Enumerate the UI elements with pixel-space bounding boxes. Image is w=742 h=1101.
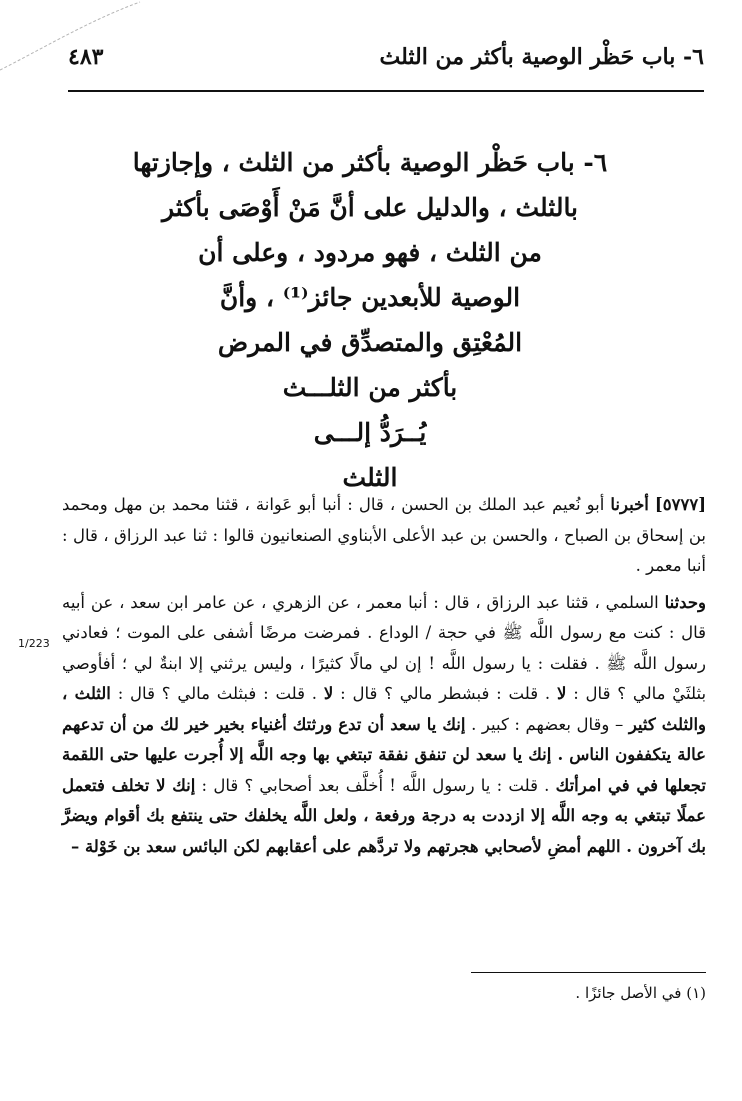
paragraph-lead-word: وحدثنا: [664, 592, 706, 612]
running-header-title: ٦- باب حَظْر الوصية بأكثر من الثلث: [379, 44, 704, 70]
paragraph-text: أبو نُعيم عبد الملك بن الحسن ، قال : أنبا أبو عَوانة ، قثنا محمد بن مهل ومحمد بن إسحاق بن الصباح ، والحسن بن عبد الأعلى الأبناوي الصنعانيون قالوا : ثنا عبد الرزاق ، قال : أنبا معمر .: [62, 495, 706, 575]
chapter-title: [120, 140, 620, 500]
prophet-speech: إنك لا تخلف فتعمل عملًا تبتغي به وجه اللَّه إلا ازددت به درجة ورفعة ، ولعل اللَّه يخلفك حتى ينتفع بك أقوام ويضرَّ بك آخرون . اللهم أمضِ لأصحابي هجرتهم ولا تردَّهم على أعقابهم لكن البائس سعد بن خَوْلة –: [62, 775, 706, 856]
hadith-paragraph-isnad: [62, 490, 706, 582]
hadith-paragraph-matn: [62, 588, 706, 863]
paragraph-text: السلمي ، قثنا عبد الرزاق ، قال : أنبا معمر ، عن الزهري ، عن عامر ابن سعد ، عن أبيه قال : كنت مع رسول اللَّه ﷺ في حجة / الوداع . فمرضت مرضًا أشفى على الموت ؛ فعادني رسول اللَّه ﷺ . فقلت : يا رسول اللَّه ! إن لي مالًا كثيرًا ، وليس يرثني إلا ابنةٌ لي ؛ أفأوصي بثلثَيْ مالي ؟ قال :: [62, 592, 707, 703]
chapter-title-line-2: بالثلث ، والدليل على أنَّ مَنْ أَوْصَى بأكثر: [161, 193, 579, 222]
chapter-title-line-4: الوصية للأبعدين جائز⁽¹⁾ ، وأنَّ: [219, 283, 521, 312]
page-number: ٤٨٣: [68, 44, 104, 70]
hadith-body: [62, 490, 706, 862]
header-divider: [68, 90, 704, 92]
chapter-title-line-5: المُعْتِق والمتصدِّق في المرض: [217, 328, 523, 357]
prophet-speech: الثلث ، والثلث كثير: [62, 684, 707, 734]
footnote-divider: [471, 972, 706, 973]
prophet-speech: إنك يا سعد أن تدع ورثتك أغنياء بخير خير لك من أن تدعهم عالة يتكففون الناس . إنك يا سعد لن تنفق نفقة تبتغي بها وجه اللَّه إلا أُجرت عليها حتى اللقمة تجعلها في في امرأتك: [62, 714, 707, 795]
chapter-title-line-1: ٦- باب حَظْر الوصية بأكثر من الثلث ، وإجازتها: [132, 148, 608, 177]
footnote: (١) في الأصل جائزًا .: [575, 984, 706, 1002]
chapter-title-line-7: يُــرَدُّ إلـــى: [313, 418, 427, 447]
prophet-speech: لا: [323, 684, 334, 703]
paragraph-text: . قلت : فبثلث مالي ؟ قال :: [117, 684, 318, 703]
chapter-title-line-3: من الثلث ، فهو مردود ، وعلى أن: [198, 238, 542, 267]
manuscript-folio-marker: 1/223: [18, 637, 50, 650]
chapter-title-line-8: الثلث: [342, 463, 398, 492]
prophet-speech: لا: [556, 684, 567, 703]
hadith-number: [٥٧٧٧]: [654, 495, 706, 514]
paragraph-lead-word: أخبرنا: [610, 495, 649, 514]
chapter-title-line-6: بأكثر من الثلـــث: [282, 373, 458, 402]
paragraph-text: . قلت : فبشطر مالي ؟ قال :: [340, 684, 551, 703]
paragraph-text: . قلت : يا رسول اللَّه ! أُخلَّف بعد أصحابي ؟ قال :: [201, 775, 550, 795]
running-header: [68, 38, 704, 86]
paragraph-text: – وقال بعضهم : كبير .: [471, 714, 624, 734]
